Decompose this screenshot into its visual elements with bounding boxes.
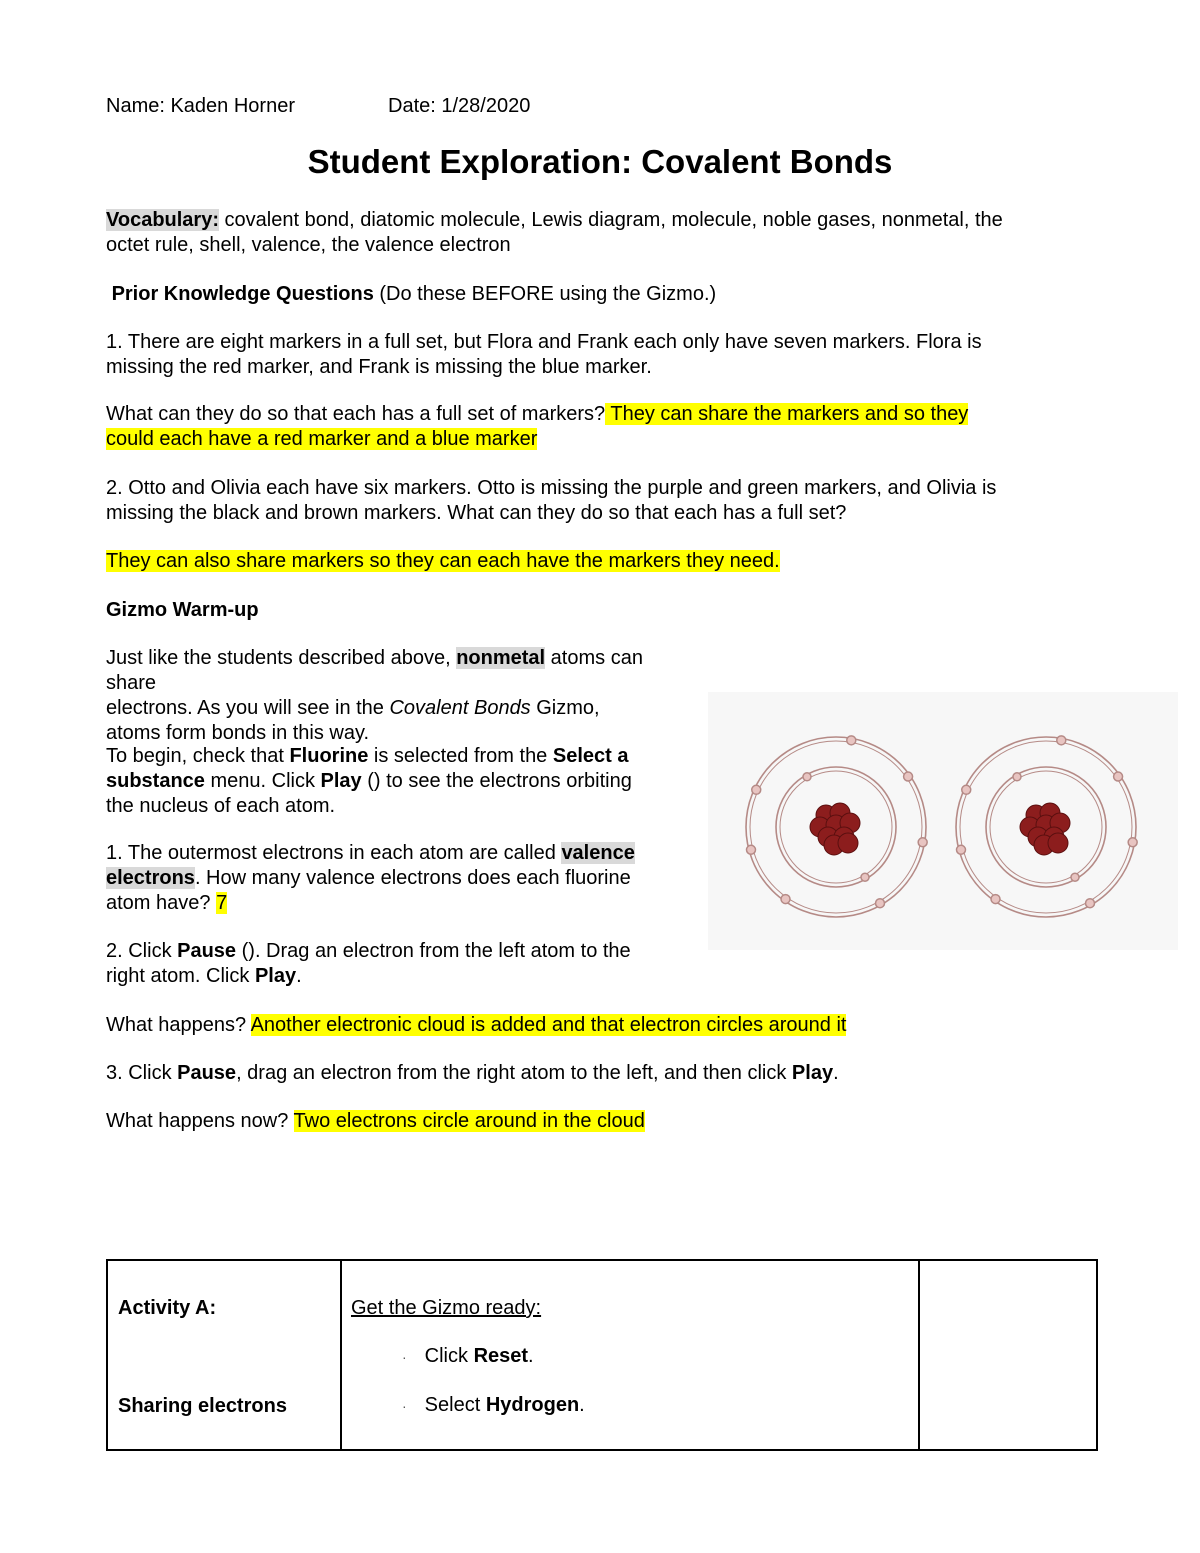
prior-question-2 xyxy=(106,476,1096,526)
begin-text: To begin, check that xyxy=(106,745,290,767)
prior-knowledge-heading xyxy=(106,282,1096,307)
begin-text: the nucleus of each atom. xyxy=(106,795,336,817)
warmup-q1-answer: 7 xyxy=(216,892,228,914)
q1-line2: missing the red marker, and Frank is missing the blue marker. xyxy=(106,356,652,378)
select-menu-term: Select a xyxy=(552,745,629,767)
activity-empty-cell xyxy=(919,1260,1097,1450)
fluorine-atoms-image xyxy=(708,692,1178,950)
activity-label: Activity A: xyxy=(118,1297,217,1319)
q2-line1: 2. Otto and Olivia each have six markers. Otto is missing the purple and green markers, and Olivia is xyxy=(106,477,997,499)
valence-electron[interactable] xyxy=(962,785,971,794)
step-select-hydrogen xyxy=(402,1394,585,1417)
warmup-q3-answer: Two electrons circle around in the cloud xyxy=(293,1110,645,1132)
warmup-q3-text: , drag an electron from the right atom to the left, and then click xyxy=(236,1062,792,1084)
q1-line1: 1. There are eight markers in a full set, but Flora and Frank each only have seven markers. Flora is xyxy=(106,331,982,353)
warmup-q2-prompt: What happens? xyxy=(106,1014,251,1036)
nonmetal-term: nonmetal xyxy=(456,647,546,669)
warmup-heading-text: Gizmo Warm-up xyxy=(106,599,259,621)
warmup-question-1 xyxy=(106,841,696,916)
student-name: Name: Kaden Horner xyxy=(106,95,295,117)
bullet: · xyxy=(402,1398,407,1414)
valence-electron[interactable] xyxy=(752,785,761,794)
warmup-q1-text: 1. The outermost electrons in each atom are called xyxy=(106,842,562,864)
intro-text: Gizmo, xyxy=(530,697,600,719)
select-menu-term: substance xyxy=(106,770,205,792)
warmup-q2-text: right atom. Click xyxy=(106,965,255,987)
prior-question-2-answer xyxy=(106,549,1096,574)
play-term: Play xyxy=(254,965,297,987)
play-term: Play xyxy=(320,770,362,792)
electron[interactable] xyxy=(1013,773,1021,781)
valence-term: electrons xyxy=(106,867,195,889)
fluorine-atom xyxy=(746,736,927,917)
intro-text: atoms form bonds in this way. xyxy=(106,722,370,744)
nucleus-particle xyxy=(838,833,858,853)
begin-text: is selected from the xyxy=(368,745,553,767)
vocabulary-line1: covalent bond, diatomic molecule, Lewis diagram, molecule, noble gases, nonmetal, the xyxy=(219,209,1003,231)
valence-electron[interactable] xyxy=(1128,838,1137,847)
warmup-q3-text: 3. Click xyxy=(106,1062,178,1084)
prior-question-1-answer xyxy=(106,402,1096,452)
warmup-q2-text: . xyxy=(296,965,302,987)
valence-electron[interactable] xyxy=(918,838,927,847)
valence-term: valence xyxy=(561,842,635,864)
pause-term: Pause xyxy=(177,940,237,962)
q1-answer-line1: They can share the markers and so they xyxy=(605,403,969,425)
play-term: Play xyxy=(791,1062,834,1084)
gizmo-name: Covalent Bonds xyxy=(389,697,531,719)
warmup-question-2 xyxy=(106,939,696,989)
begin-text: () to see the electrons orbiting xyxy=(361,770,632,792)
warmup-q3-text: . xyxy=(833,1062,839,1084)
warmup-intro xyxy=(106,646,696,746)
warmup-q3-prompt: What happens now? xyxy=(106,1110,294,1132)
warmup-heading xyxy=(106,598,1096,623)
vocabulary-line2: octet rule, shell, valence, the valence electron xyxy=(106,234,511,256)
date: Date: 1/28/2020 xyxy=(388,95,531,117)
valence-electron[interactable] xyxy=(956,845,965,854)
prior-heading-text: Prior Knowledge Questions xyxy=(111,283,374,305)
hydrogen-term: Hydrogen xyxy=(485,1394,580,1416)
fluorine-atoms-diagram xyxy=(708,692,1178,950)
vocabulary xyxy=(106,208,1096,258)
step-text: . xyxy=(579,1394,585,1416)
step-reset xyxy=(402,1345,534,1368)
valence-electron[interactable] xyxy=(781,895,790,904)
fluorine-atom xyxy=(956,736,1137,917)
q1-prompt: What can they do so that each has a full set of markers? xyxy=(106,403,606,425)
step-text: Click xyxy=(424,1345,474,1367)
page-title: Student Exploration: Covalent Bonds xyxy=(307,143,893,180)
warmup-q2-text: (). Drag an electron from the left atom to the xyxy=(236,940,631,962)
fluorine-term: Fluorine xyxy=(289,745,369,767)
activity-table xyxy=(106,1259,1098,1451)
valence-electron[interactable] xyxy=(1057,736,1066,745)
electron[interactable] xyxy=(861,873,869,881)
electron[interactable] xyxy=(1071,873,1079,881)
warmup-q2-text: 2. Click xyxy=(106,940,178,962)
q1-answer-line2: could each have a red marker and a blue marker xyxy=(106,428,538,450)
valence-electron[interactable] xyxy=(847,736,856,745)
valence-electron[interactable] xyxy=(1086,899,1095,908)
valence-electron[interactable] xyxy=(876,899,885,908)
nucleus-particle xyxy=(1048,833,1068,853)
warmup-question-3-answer xyxy=(106,1109,1096,1134)
activity-subtitle: Sharing electrons xyxy=(118,1395,287,1417)
valence-electron[interactable] xyxy=(991,895,1000,904)
valence-electron[interactable] xyxy=(1114,772,1123,781)
warmup-q1-text: . How many valence electrons does each fluorine xyxy=(194,867,631,889)
vocabulary-label: Vocabulary: xyxy=(106,209,219,231)
warmup-question-3 xyxy=(106,1061,1096,1086)
gizmo-ready-heading: Get the Gizmo ready: xyxy=(351,1297,542,1319)
pause-term: Pause xyxy=(177,1062,237,1084)
prior-heading-note: (Do these BEFORE using the Gizmo.) xyxy=(373,283,717,305)
step-text: . xyxy=(528,1345,534,1367)
intro-text: Just like the students described above, xyxy=(106,647,457,669)
warmup-begin xyxy=(106,744,696,819)
reset-term: Reset xyxy=(473,1345,529,1367)
q2-line2: missing the black and brown markers. What can they do so that each has a full set? xyxy=(106,502,847,524)
bullet: · xyxy=(402,1349,407,1365)
warmup-q1-text: atom have? xyxy=(106,892,217,914)
intro-text: atoms can share xyxy=(106,647,643,694)
warmup-q2-answer: Another electronic cloud is added and that electron circles around it xyxy=(250,1014,847,1036)
intro-text: electrons. As you will see in the xyxy=(106,697,390,719)
valence-electron[interactable] xyxy=(904,772,913,781)
begin-text: menu. Click xyxy=(204,770,321,792)
warmup-question-2-answer xyxy=(106,1013,1096,1038)
activity-label-cell xyxy=(107,1260,341,1450)
q2-answer: They can also share markers so they can each have the markers they need. xyxy=(106,550,780,572)
step-text: Select xyxy=(424,1394,486,1416)
activity-instructions-cell xyxy=(341,1260,919,1450)
valence-electron[interactable] xyxy=(746,845,755,854)
prior-question-1 xyxy=(106,330,1096,380)
electron[interactable] xyxy=(803,773,811,781)
